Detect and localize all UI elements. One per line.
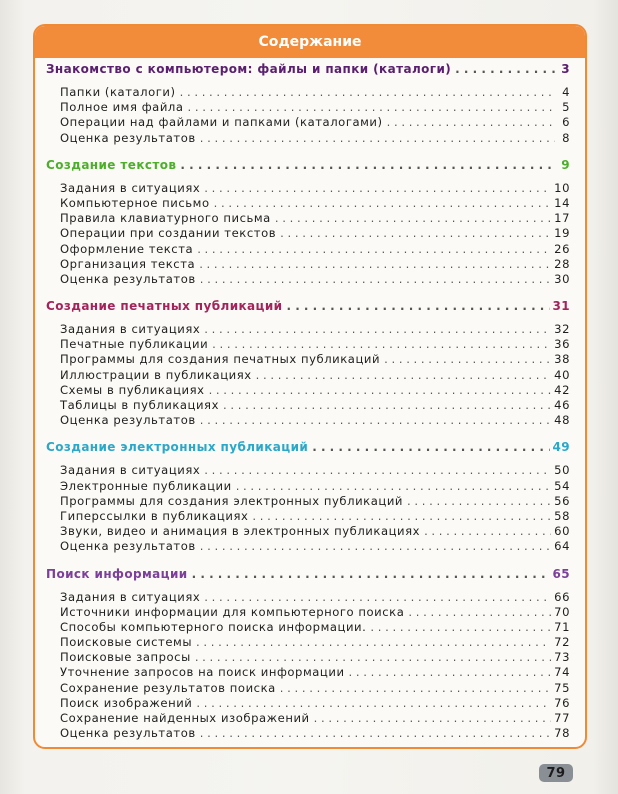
toc-entry[interactable] xyxy=(46,115,570,130)
toc-entry[interactable] xyxy=(46,620,570,635)
entry-page-number: 56 xyxy=(554,493,570,508)
entry-title: Операции над файлами и папками (каталогами) xyxy=(60,115,383,130)
entry-title: Оценка результатов xyxy=(60,539,196,554)
entry-page-number: 5 xyxy=(562,100,570,115)
dot-leader xyxy=(349,665,552,679)
entry-title: Звуки, видео и анимация в электронных публикациях xyxy=(60,524,421,539)
entry-title: Поиск изображений xyxy=(60,695,193,710)
toc-entry[interactable] xyxy=(46,463,570,478)
section-page-number: 9 xyxy=(561,157,570,172)
toc-entry[interactable] xyxy=(46,181,570,196)
contents-header xyxy=(35,26,585,58)
section-page-number: 65 xyxy=(552,566,570,581)
entry-title: Компьютерное письмо xyxy=(60,195,210,210)
entry-page-number: 6 xyxy=(562,115,570,130)
dot-leader xyxy=(424,524,551,538)
entry-title: Программы для создания электронных публикаций xyxy=(60,493,404,508)
entry-page-number: 48 xyxy=(554,413,570,428)
section-heading[interactable] xyxy=(46,440,570,459)
entry-page-number: 30 xyxy=(554,271,570,286)
toc-entry[interactable] xyxy=(46,524,570,539)
entry-title: Схемы в публикациях xyxy=(60,382,205,397)
dot-leader xyxy=(195,650,551,664)
dot-leader xyxy=(384,352,551,366)
entry-page-number: 32 xyxy=(554,322,570,337)
entry-page-number: 71 xyxy=(554,619,570,634)
dot-leader xyxy=(200,131,555,145)
page-title: Содержание xyxy=(258,34,362,50)
dot-leader xyxy=(204,322,551,336)
toc-entry[interactable] xyxy=(46,242,570,257)
dot-leader xyxy=(256,368,551,382)
entry-page-number: 40 xyxy=(554,367,570,382)
dot-leader xyxy=(236,479,551,493)
toc-entry[interactable] xyxy=(46,85,570,100)
entry-page-number: 19 xyxy=(554,226,570,241)
section-heading[interactable] xyxy=(46,62,570,81)
dot-leader xyxy=(408,605,551,619)
dot-leader xyxy=(197,242,551,256)
toc-entry[interactable] xyxy=(46,605,570,620)
dot-leader xyxy=(204,181,551,195)
toc-entry[interactable] xyxy=(46,337,570,352)
toc-section xyxy=(46,440,570,566)
dot-leader xyxy=(196,696,551,710)
section-heading[interactable] xyxy=(46,299,570,318)
entry-page-number: 58 xyxy=(554,508,570,523)
dot-leader xyxy=(455,62,555,76)
entry-page-number: 76 xyxy=(554,695,570,710)
contents-frame xyxy=(33,24,587,749)
toc-entry[interactable] xyxy=(46,398,570,413)
entry-page-number: 36 xyxy=(554,337,570,352)
entry-page-number: 46 xyxy=(554,398,570,412)
dot-leader xyxy=(387,115,555,129)
section-page-number: 49 xyxy=(552,440,570,455)
entry-page-number: 17 xyxy=(554,211,570,226)
entry-title: Оценка результатов xyxy=(60,726,196,741)
section-title: Создание текстов xyxy=(46,157,177,172)
entry-page-number: 75 xyxy=(554,680,570,695)
dot-leader xyxy=(200,272,551,286)
entry-title: Иллюстрации в публикациях xyxy=(60,367,252,382)
entry-page-number: 78 xyxy=(554,726,570,741)
toc-entry[interactable] xyxy=(46,352,570,367)
dot-leader xyxy=(200,726,551,740)
toc-entry[interactable] xyxy=(46,383,570,398)
toc-entry[interactable] xyxy=(46,196,570,211)
entry-title: Оценка результатов xyxy=(60,413,196,428)
entry-title: Оценка результатов xyxy=(60,271,196,286)
entry-page-number: 66 xyxy=(554,589,570,604)
entry-page-number: 74 xyxy=(554,665,570,680)
entry-title: Электронные публикации xyxy=(60,478,232,493)
dot-leader xyxy=(312,440,549,454)
entry-page-number: 72 xyxy=(554,635,570,650)
dot-leader xyxy=(199,257,551,271)
toc-entry[interactable] xyxy=(46,479,570,494)
dot-leader xyxy=(275,211,551,225)
entry-title: Операции при создании текстов xyxy=(60,226,277,241)
toc-entry[interactable] xyxy=(46,131,570,146)
entry-title: Уточнение запросов на поиск информации xyxy=(60,665,345,680)
dot-leader xyxy=(286,299,549,313)
entry-page-number: 60 xyxy=(554,524,570,539)
page-number-badge xyxy=(539,764,573,782)
dot-leader xyxy=(209,383,552,397)
entry-page-number: 77 xyxy=(554,711,570,725)
dot-leader xyxy=(204,463,551,477)
entry-title: Организация текста xyxy=(60,256,196,271)
toc-entry[interactable] xyxy=(46,590,570,605)
entry-title: Поисковые системы xyxy=(60,635,193,650)
section-title: Поиск информации xyxy=(46,566,188,581)
toc-entry[interactable] xyxy=(46,509,570,524)
dot-leader xyxy=(252,509,551,523)
entry-page-number: 73 xyxy=(554,650,570,665)
entry-page-number: 70 xyxy=(554,604,570,619)
dot-leader xyxy=(280,226,551,240)
entry-title: Поисковые запросы xyxy=(60,650,191,665)
toc-entry[interactable] xyxy=(46,696,570,711)
dot-leader xyxy=(180,158,555,172)
dot-leader xyxy=(180,85,555,99)
entry-title: Задания в ситуациях xyxy=(60,180,201,195)
section-title: Создание печатных публикаций xyxy=(46,299,283,314)
entry-title: Таблицы в публикациях xyxy=(60,398,219,412)
toc-section xyxy=(46,299,570,440)
toc-entry[interactable] xyxy=(46,539,570,554)
toc-section xyxy=(46,62,570,158)
section-heading[interactable] xyxy=(46,158,570,177)
entry-title: Источники информации для компьютерного поиска xyxy=(60,604,405,619)
entry-title: Папки (каталоги) xyxy=(60,85,176,99)
toc-entry[interactable] xyxy=(46,368,570,383)
dot-leader xyxy=(204,590,551,604)
dot-leader xyxy=(196,635,551,649)
dot-leader xyxy=(192,567,550,581)
toc-entry[interactable] xyxy=(46,257,570,272)
section-page-number: 31 xyxy=(552,299,570,314)
toc-section xyxy=(46,158,570,299)
section-page-number: 3 xyxy=(561,62,570,76)
entry-page-number: 8 xyxy=(562,130,570,145)
entry-page-number: 14 xyxy=(554,195,570,210)
toc-entry[interactable] xyxy=(46,272,570,287)
dot-leader xyxy=(200,539,551,553)
toc-entry[interactable] xyxy=(46,650,570,665)
toc-entry[interactable] xyxy=(46,100,570,115)
dot-leader xyxy=(370,620,551,634)
toc-entry[interactable] xyxy=(46,726,570,741)
dot-leader xyxy=(280,681,551,695)
toc-entry[interactable] xyxy=(46,711,570,726)
entry-page-number: 42 xyxy=(554,382,570,397)
toc-entry[interactable] xyxy=(46,413,570,428)
entry-title: Сохранение найденных изображений xyxy=(60,711,310,725)
entry-title: Полное имя файла xyxy=(60,100,184,115)
entry-page-number: 26 xyxy=(554,241,570,256)
section-title: Знакомство с компьютером: файлы и папки (каталоги) xyxy=(46,62,452,76)
entry-title: Способы компьютерного поиска информации. xyxy=(60,619,367,634)
entry-title: Оформление текста xyxy=(60,241,194,256)
toc-entry[interactable] xyxy=(46,635,570,650)
entry-title: Задания в ситуациях xyxy=(60,463,201,478)
entry-page-number: 28 xyxy=(554,256,570,271)
entry-page-number: 50 xyxy=(554,463,570,478)
entry-page-number: 54 xyxy=(554,478,570,493)
toc-entry[interactable] xyxy=(46,681,570,696)
entry-title: Сохранение результатов поиска xyxy=(60,680,276,695)
toc-entry[interactable] xyxy=(46,494,570,509)
dot-leader xyxy=(200,413,551,427)
entry-title: Правила клавиатурного письма xyxy=(60,211,271,226)
toc-entry[interactable] xyxy=(46,211,570,226)
toc-entry[interactable] xyxy=(46,322,570,337)
toc-entry[interactable] xyxy=(46,665,570,680)
dot-leader xyxy=(407,494,551,508)
entry-page-number: 38 xyxy=(554,352,570,367)
page-number: 79 xyxy=(546,765,566,781)
section-heading[interactable] xyxy=(46,567,570,586)
entry-title: Задания в ситуациях xyxy=(60,589,201,604)
toc-entry[interactable] xyxy=(46,226,570,241)
entry-page-number: 4 xyxy=(562,85,570,99)
entry-page-number: 64 xyxy=(554,539,570,554)
entry-title: Оценка результатов xyxy=(60,130,196,145)
entry-title: Задания в ситуациях xyxy=(60,322,201,337)
section-title: Создание электронных публикаций xyxy=(46,440,309,455)
dot-leader xyxy=(188,100,555,114)
entry-title: Гиперссылки в публикациях xyxy=(60,508,249,523)
toc-section xyxy=(46,567,570,742)
contents-list xyxy=(35,58,585,741)
dot-leader xyxy=(314,711,552,725)
entry-title: Печатные публикации xyxy=(60,337,209,352)
entry-page-number: 10 xyxy=(554,180,570,195)
entry-title: Программы для создания печатных публикаций xyxy=(60,352,381,367)
dot-leader xyxy=(214,196,552,210)
dot-leader xyxy=(212,337,551,351)
dot-leader xyxy=(223,398,551,412)
